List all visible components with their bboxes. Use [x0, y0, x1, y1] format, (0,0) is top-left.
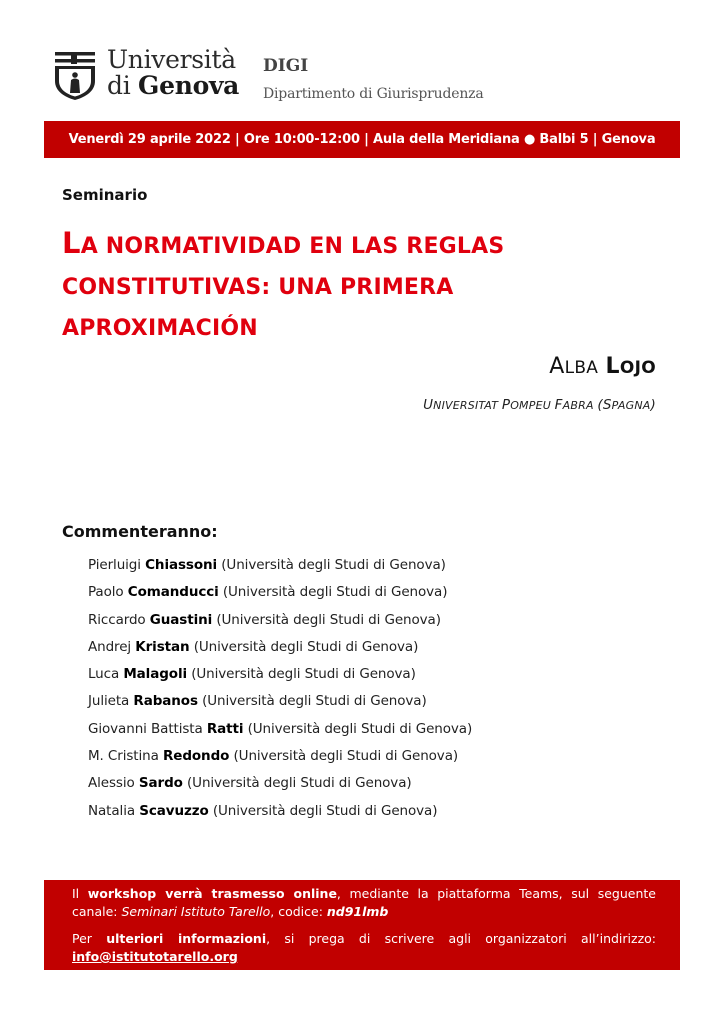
seminar-title-line: [62, 308, 662, 349]
seminar-title: [62, 223, 662, 349]
speaker-first-initial: A: [549, 354, 565, 379]
speaker-affiliation: [423, 397, 656, 413]
commentator-item: [88, 607, 472, 634]
title-text: CONSTITUTIVAS: UNA PRIMERA: [62, 275, 454, 300]
commentators-list: [88, 552, 472, 825]
commentator-item: [88, 716, 472, 743]
affiliation-cap: F: [554, 397, 563, 413]
affiliation-sc: ABRA: [562, 399, 598, 412]
commentator-item: [88, 661, 472, 688]
commentator-affiliation: (Università degli Studi di Genova): [189, 638, 419, 655]
commentator-affiliation: (Università degli Studi di Genova): [182, 775, 412, 792]
contact-info: [72, 930, 656, 966]
commentator-first-name: Alessio: [88, 775, 139, 792]
university-name-line1: Università: [107, 45, 236, 74]
department-code: DIGI: [263, 56, 309, 76]
commentator-item: [88, 688, 472, 715]
university-name-line2: [107, 73, 239, 98]
commentator-first-name: Riccardo: [88, 611, 150, 628]
commentator-first-name: Natalia: [88, 802, 140, 819]
commentator-first-name: Paolo: [88, 584, 128, 601]
commentator-item: [88, 798, 472, 825]
commentator-affiliation: (Università degli Studi di Genova): [197, 693, 427, 710]
commentator-last-name: Comanducci: [127, 584, 219, 601]
affiliation-cap: P: [501, 397, 511, 413]
streaming-highlight: workshop verrà trasmesso online: [87, 886, 337, 901]
commentators-heading: Commenteranno:: [62, 522, 218, 541]
streaming-text: , mediante la piattaforma Teams, sul seguente canale:: [72, 886, 656, 919]
university-shield-icon: [54, 51, 96, 101]
commentator-last-name: Scavuzzo: [139, 802, 209, 819]
speaker-last-rest: OJO: [619, 358, 656, 378]
commentator-first-name: M. Cristina: [88, 748, 163, 765]
commentator-affiliation: (Università degli Studi di Genova): [229, 748, 459, 765]
commentator-first-name: Andrej: [88, 638, 136, 655]
commentator-first-name: Giovanni Battista: [88, 720, 207, 737]
commentator-item: [88, 634, 472, 661]
commentator-last-name: Guastini: [149, 611, 213, 628]
commentator-last-name: Redondo: [162, 748, 230, 765]
seminar-title-line: [62, 267, 662, 308]
affiliation-sc: OMPEU: [510, 399, 555, 412]
commentator-first-name: Julieta: [88, 693, 134, 710]
contact-email-link[interactable]: info@istitutotarello.org: [72, 949, 238, 964]
commentator-item: [88, 743, 472, 770]
affiliation-sc: NIVERSITAT: [433, 399, 502, 412]
affiliation-sc: PAGNA: [611, 399, 651, 412]
commentator-last-name: Ratti: [206, 720, 244, 737]
commentator-item: [88, 552, 472, 579]
commentator-first-name: Pierluigi: [88, 557, 146, 573]
commentator-last-name: Kristan: [135, 638, 190, 655]
contact-prefix: Per: [72, 931, 107, 946]
affiliation-cap: ): [650, 397, 656, 413]
code-label: , codice:: [270, 904, 327, 919]
streaming-prefix: Il: [72, 886, 88, 901]
university-name-city: Genova: [138, 71, 240, 100]
university-name-prefix: di: [107, 71, 139, 100]
university-name: [107, 47, 239, 98]
commentator-affiliation: (Università degli Studi di Genova): [217, 557, 446, 573]
commentator-affiliation: (Università degli Studi di Genova): [212, 611, 441, 628]
university-header: [54, 45, 514, 110]
commentator-last-name: Sardo: [138, 775, 183, 792]
teams-code: nd91lmb: [326, 904, 389, 919]
commentator-item: [88, 770, 472, 797]
speaker-last-initial: L: [605, 354, 620, 379]
event-info-text: Venerdì 29 aprile 2022 | Ore 10:00-12:00 | Aula della Meridiana ● Balbi 5 | Genova: [68, 132, 656, 147]
title-text: A NORMATIVIDAD EN LAS REGLAS: [80, 234, 505, 259]
affiliation-cap: U: [423, 397, 434, 413]
speaker-first-rest: LBA: [564, 358, 599, 378]
streaming-info: [72, 885, 656, 921]
commentator-last-name: Chiassoni: [145, 557, 218, 573]
contact-text: , si prega di scrivere agli organizzatori all’indirizzo:: [266, 931, 656, 946]
teams-channel-name: Seminari Istituto Tarello: [121, 904, 271, 919]
title-initial: L: [62, 226, 81, 260]
department-name: Dipartimento di Giurisprudenza: [263, 86, 484, 102]
commentator-item: [88, 579, 472, 606]
contact-highlight: ulteriori informazioni: [106, 931, 267, 946]
event-type-label: Seminario: [62, 186, 148, 204]
commentator-affiliation: (Università degli Studi di Genova): [208, 802, 438, 819]
commentator-affiliation: (Università degli Studi di Genova): [243, 720, 473, 737]
affiliation-cap: (S: [597, 397, 612, 413]
commentator-last-name: Malagoli: [123, 666, 188, 683]
commentator-affiliation: (Università degli Studi di Genova): [218, 584, 448, 601]
commentator-last-name: Rabanos: [133, 693, 198, 710]
title-text: APROXIMACIÓN: [62, 316, 258, 341]
info-footer-box: [44, 880, 680, 970]
commentator-affiliation: (Università degli Studi di Genova): [187, 666, 416, 683]
speaker-name: [549, 354, 656, 379]
seminar-title-line: [62, 223, 662, 267]
commentator-first-name: Luca: [88, 666, 124, 683]
event-info-banner: [44, 121, 680, 158]
